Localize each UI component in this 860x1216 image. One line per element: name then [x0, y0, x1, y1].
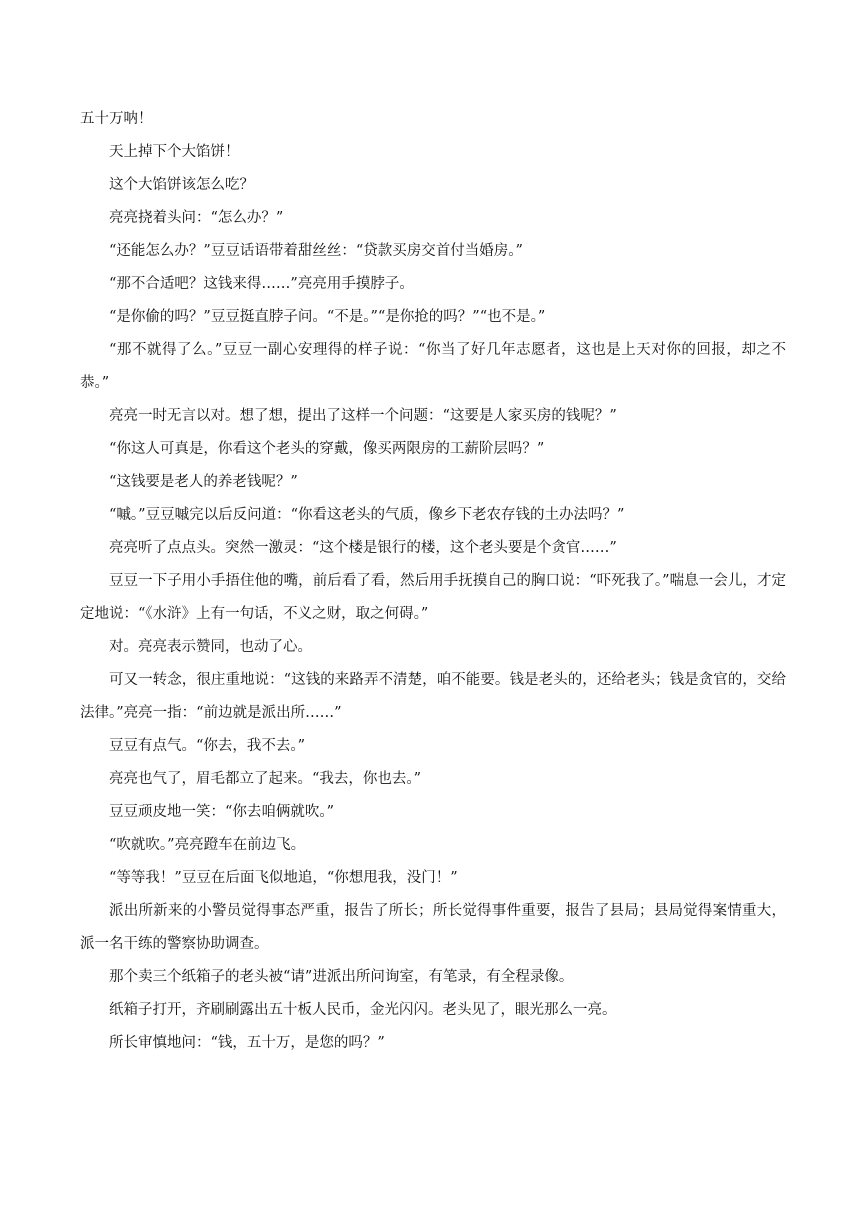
paragraph: 亮亮一时无言以对。想了想，提出了这样一个问题：“这要是人家买房的钱呢？”: [109, 408, 617, 424]
paragraph: “那不合适吧？这钱来得……”亮亮用手摸脖子。: [109, 276, 414, 292]
paragraph: 这个大馅饼该怎么吃？: [109, 177, 254, 193]
paragraph: “吹就吹。”亮亮蹬车在前边飞。: [109, 837, 306, 853]
paragraph: 豆豆有点气。“你去，我不去。”: [109, 738, 306, 754]
paragraph: 那个卖三个纸箱子的老头被“请”进派出所问询室，有笔录，有全程录像。: [109, 969, 574, 985]
paragraph: 所长审慎地问：“钱，五十万，是您的吗？”: [109, 1035, 385, 1051]
paragraph: “那不就得了么。”豆豆一副心安理得的样子说：“你当了好几年志愿者，这也是上天对你的回报，却之不恭。”: [80, 342, 786, 391]
paragraph: “嘁。”豆豆嘁完以后反问道：“你看这老头的气质，像乡下老农存钱的土办法吗？”: [109, 507, 625, 523]
paragraph: “这钱要是老人的养老钱呢？”: [109, 474, 298, 490]
paragraph: 天上掉下个大馅饼！: [109, 144, 240, 160]
paragraph: 亮亮也气了，眉毛都立了起来。“我去，你也去。”: [109, 771, 422, 787]
paragraph: “是你偷的吗？”豆豆挺直脖子问。“不是。”“是你抢的吗？”“也不是。”: [109, 309, 546, 325]
paragraph: 纸箱子打开，齐刷刷露出五十板人民币，金光闪闪。老头见了，眼光那么一亮。: [109, 1002, 617, 1018]
paragraph: “等等我！”豆豆在后面飞似地追，“你想甩我，没门！”: [109, 870, 458, 886]
paragraph: “你这人可真是，你看这个老头的穿戴，像买两限房的工薪阶层吗？”: [109, 441, 545, 457]
document-body: [80, 103, 786, 1060]
paragraph: 对。亮亮表示赞同，也动了心。: [109, 639, 312, 655]
paragraph: 豆豆一下子用小手捂住他的嘴，前后看了看，然后用手抚摸自己的胸口说：“吓死我了。”喘息一会儿，才定定地说：“《水浒》上有一句话，不义之财，取之何碍。”: [80, 573, 786, 622]
paragraph: 亮亮听了点点头。突然一激灵：“这个楼是银行的楼，这个老头要是个贪官……”: [109, 540, 617, 556]
paragraph: 派出所新来的小警员觉得事态严重，报告了所长；所长觉得事件重要，报告了县局；县局觉得案情重大，派一名干练的警察协助调查。: [80, 903, 786, 952]
paragraph: 五十万呐！: [80, 111, 153, 127]
paragraph: “还能怎么办？”豆豆话语带着甜丝丝：“贷款买房交首付当婚房。”: [109, 243, 523, 259]
paragraph: 亮亮挠着头问：“怎么办？”: [109, 210, 284, 226]
paragraph: 可又一转念，很庄重地说：“这钱的来路弄不清楚，咱不能要。钱是老头的，还给老头；钱是贪官的，交给法律。”亮亮一指：“前边就是派出所……”: [80, 672, 786, 721]
paragraph: 豆豆顽皮地一笑：“你去咱俩就吹。”: [109, 804, 335, 820]
